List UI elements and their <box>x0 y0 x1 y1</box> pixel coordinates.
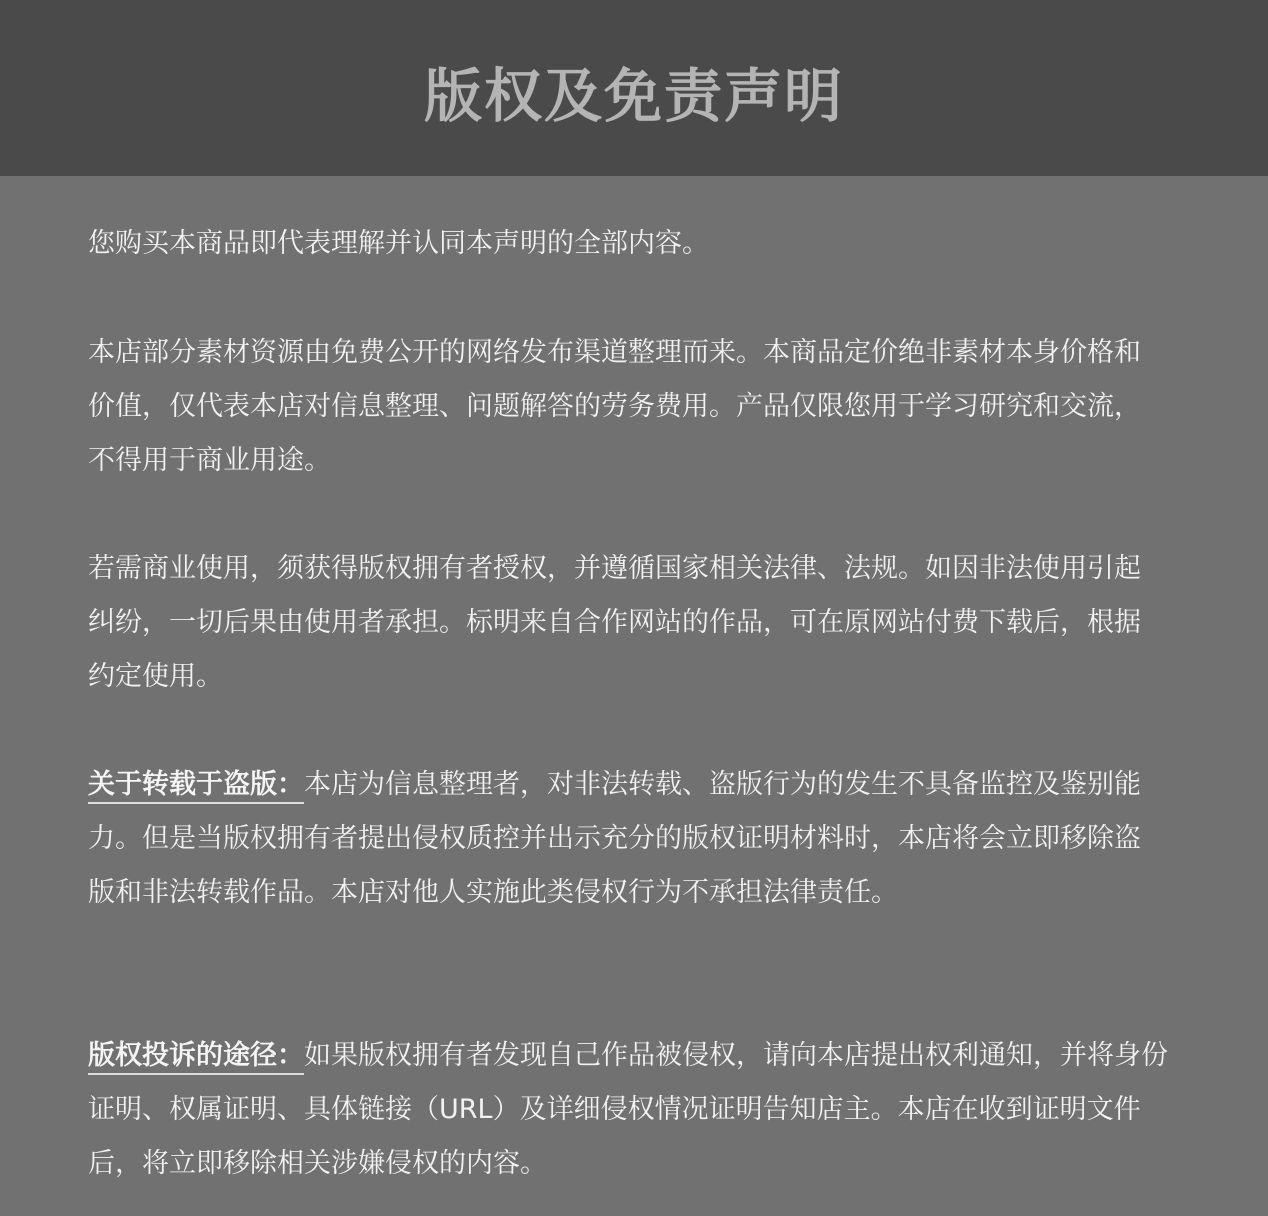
paragraph-piracy <box>88 758 1158 920</box>
complaint-label: 版权投诉的途径： <box>88 1040 304 1075</box>
piracy-label: 关于转载于盗版： <box>88 769 304 804</box>
paragraph-source-pricing: 本店部分素材资源由免费公开的网络发布渠道整理而来。本商品定价绝非素材本身价格和价值，仅代表本店对信息整理、问题解答的劳务费用。产品仅限您用于学习研究和交流，不得用于商业用途。 <box>88 337 1141 476</box>
header-banner <box>0 0 1268 176</box>
page-title: 版权及免责声明 <box>423 62 844 130</box>
paragraph-commercial-use: 若需商业使用，须获得版权拥有者授权，并遵循国家相关法律、法规。如因非法使用引起纠纷，一切后果由使用者承担。标明来自合作网站的作品，可在原网站付费下载后，根据约定使用。 <box>88 553 1141 692</box>
piracy-text: 本店为信息整理者，对非法转载、盗版行为的发生不具备监控及鉴别能力。但是当版权拥有者提出侵权质控并出示充分的版权证明材料时，本店将会立即移除盗版和非法转载作品。本店对他人实施此类侵权行为不承担法律责任。 <box>88 769 1141 908</box>
paragraph-agreement: 您购买本商品即代表理解并认同本声明的全部内容。 <box>88 228 709 259</box>
complaint-text: 如果版权拥有者发现自己作品被侵权，请向本店提出权利通知，并将身份证明、权属证明、具体链接（URL）及详细侵权情况证明告知店主。本店在收到证明文件后，将立即移除相关涉嫌侵权的内容。 <box>88 1040 1168 1179</box>
paragraph-complaint <box>88 1029 1168 1191</box>
